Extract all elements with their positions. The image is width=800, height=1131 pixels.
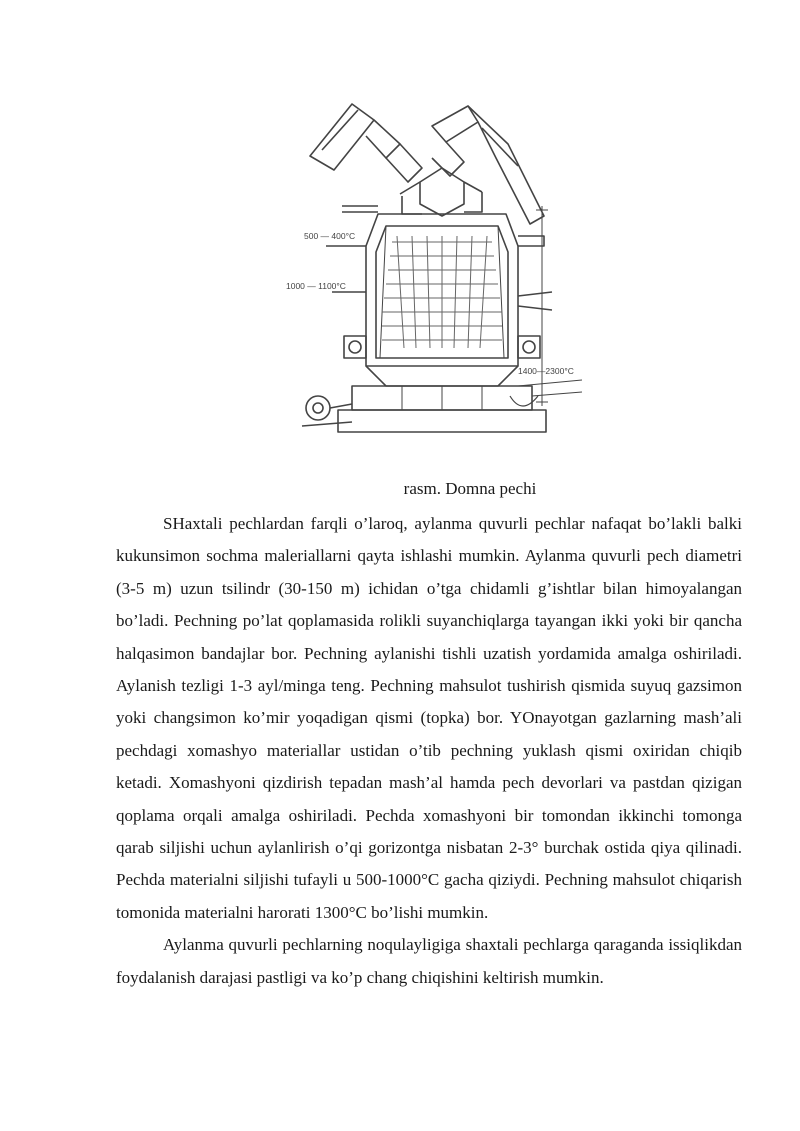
temp-label-middle: 1000 — 1100°C: [286, 281, 346, 291]
paragraph: Aylanma quvurli pechlarning noqulayligiga shaxtali pechlarga qaraganda issiqlikdan foydalanish darajasi pastligi va ko’p chang chiqishini keltirish mumkin.: [116, 935, 742, 987]
blast-furnace-drawing: [282, 96, 602, 456]
side-equipment: [326, 206, 552, 406]
blast-furnace-figure: [282, 96, 602, 456]
charge-hatching: [382, 236, 502, 348]
body-text: [116, 508, 742, 994]
temp-label-bottom: 1400—2300°C: [518, 366, 574, 376]
figure-caption: rasm. Domna pechi: [403, 479, 537, 498]
paragraph: SHaxtali pechlardan farqli o’laroq, aylanma quvurli pechlar nafaqat bo’lakli balki kukunsimon sochma maleriallarni qayta ishlashi mumkin. Aylanma quvurli pech diametri (3-5 m) uzun tsilindr (30-150 m) ichidan o’tga chidamli g’ishtlar bilan himoyalangan bo’ladi. Pechning po’lat qoplamasida rolikli suyanchiqlarga tayangan ikki yoki bir qancha halqasimon bandajlar bor. Pechning aylanishi tishli uzatish yordamida amalga oshiriladi. Aylanish tezligi 1-3 ayl/minga teng. Pechning mahsulot tushirish qismida suyuq gazsimon yoki changsimon ko’mir yoqadigan qismi (topka) bor. YOnayotgan gazlarning mash’ali pechdagi xomashyo materiallar ustidan o’tib pechning yuklash qismi oxiridan chiqib ketadi. Xomashyoni qizdirish tepadan mash’al hamda pech devorlari va pastdan qizigan qoplama orqali amalga oshiriladi. Pechda xomashyoni bir tomondan ikkinchi tomonga qarab siljishi uchun aylanlirish o’qi gorizontga nisbatan 2-3° burchak ostida qiya qilinadi. Pechda materialni siljishi tufayli u 500-1000°C gacha qiziydi. Pechning mahsulot chiqarish tomonida materialni harorati 1300°C bo’lishi mumkin.: [116, 514, 742, 922]
temp-label-top: 500 — 400°C: [304, 231, 356, 241]
